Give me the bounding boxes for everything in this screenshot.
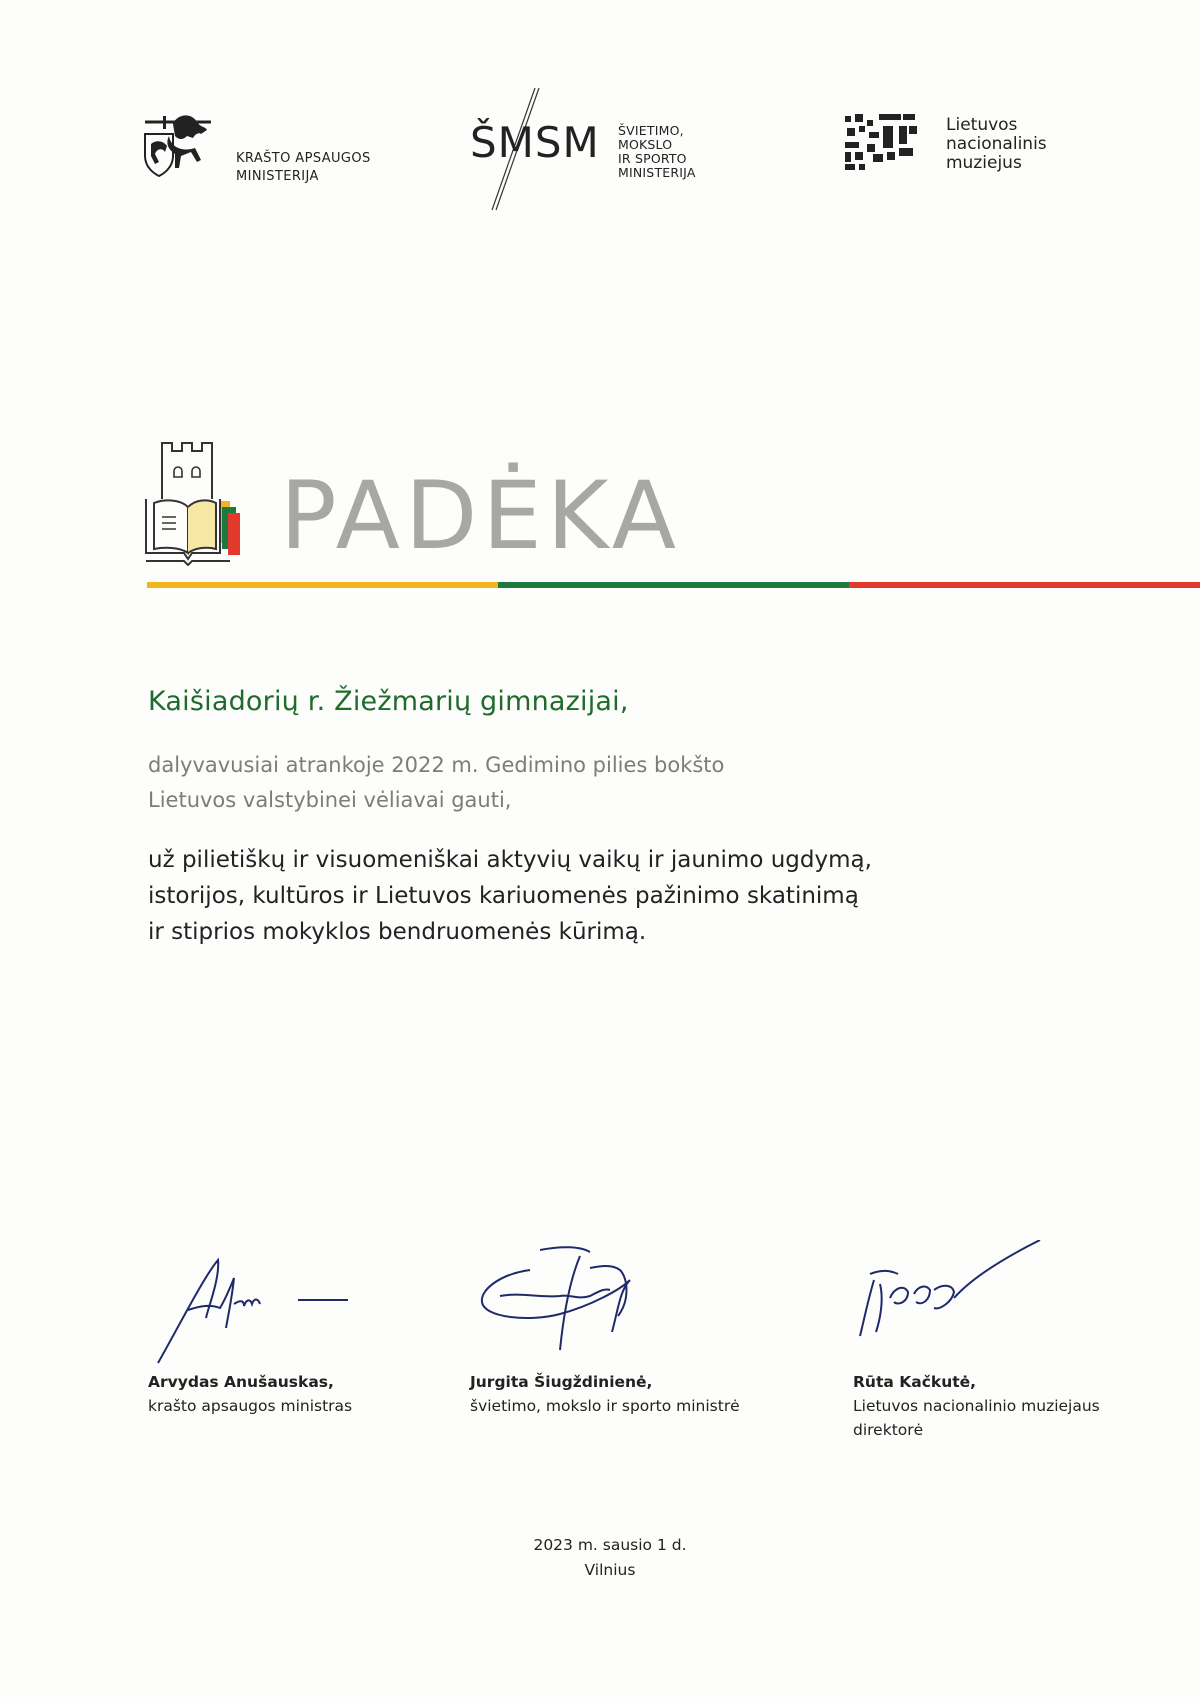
divider-yellow-stripe <box>147 582 498 588</box>
intro-line: Lietuvos valstybinei vėliavai gauti, <box>148 788 512 812</box>
issue-place: Vilnius <box>584 1561 636 1579</box>
intro-line: dalyvavusiai atrankoje 2022 m. Gedimino pilies bokšto <box>148 753 725 777</box>
kam-name-line2: MINISTERIJA <box>236 169 319 184</box>
signer-name: Rūta Kačkutė, <box>853 1373 977 1391</box>
issue-date: 2023 m. sausio 1 d. <box>533 1536 687 1554</box>
reason-line: ir stiprios mokyklos bendruomenės kūrimą. <box>148 919 647 945</box>
signer-title: krašto apsaugos ministras <box>148 1397 353 1415</box>
issue-date-place <box>440 1533 780 1583</box>
smsm-name-line1: ŠVIETIMO, <box>618 123 684 138</box>
reason-text <box>148 842 948 950</box>
signature-2-handwriting <box>470 1240 670 1360</box>
smsm-abbreviation: ŠMSM <box>470 118 600 167</box>
signer-title: Lietuvos nacionalinio muziejaus <box>853 1397 1100 1415</box>
smsm-name-line2: MOKSLO <box>618 137 673 152</box>
kam-name-line1: KRAŠTO APSAUGOS <box>236 151 371 166</box>
signer-name: Arvydas Anušauskas, <box>148 1373 334 1391</box>
signer-block <box>853 1370 1113 1442</box>
recipient-name: Kaišiadorių r. Žiežmarių gimnazijai, <box>148 686 629 717</box>
reason-line: istorijos, kultūros ir Lietuvos kariuomenės pažinimo skatinimą <box>148 883 859 909</box>
smsm-name-line3: IR SPORTO <box>618 151 687 166</box>
kam-logo <box>143 112 373 192</box>
lnm-name-line1: Lietuvos <box>946 115 1018 135</box>
lnm-logo <box>843 114 1073 184</box>
tricolor-divider <box>147 582 1200 588</box>
reason-line: už pilietiškų ir visuomeniškai aktyvių vaikų ir jaunimo ugdymą, <box>148 847 872 873</box>
signature-1-handwriting <box>148 1248 368 1368</box>
signer-name: Jurgita Šiugždinienė, <box>470 1373 653 1391</box>
signer-block <box>470 1370 740 1418</box>
smsm-logo <box>470 82 730 217</box>
divider-red-stripe <box>849 582 1200 588</box>
divider-green-stripe <box>498 582 849 588</box>
lnm-name-line3: muziejus <box>946 153 1022 173</box>
lnm-name-line2: nacionalinis <box>946 134 1047 154</box>
signer-title: direktorė <box>853 1421 924 1439</box>
page-title: PADĖKA <box>280 462 682 571</box>
vytis-shield-icon <box>143 112 233 192</box>
signer-title: švietimo, mokslo ir sporto ministrė <box>470 1397 740 1415</box>
signer-block <box>148 1370 352 1418</box>
museum-mosaic-icon <box>843 114 923 174</box>
signature-3-handwriting <box>850 1240 1050 1350</box>
tower-book-emblem-icon <box>144 441 244 566</box>
smsm-name-line4: MINISTERIJA <box>618 165 696 180</box>
intro-text <box>148 748 948 818</box>
